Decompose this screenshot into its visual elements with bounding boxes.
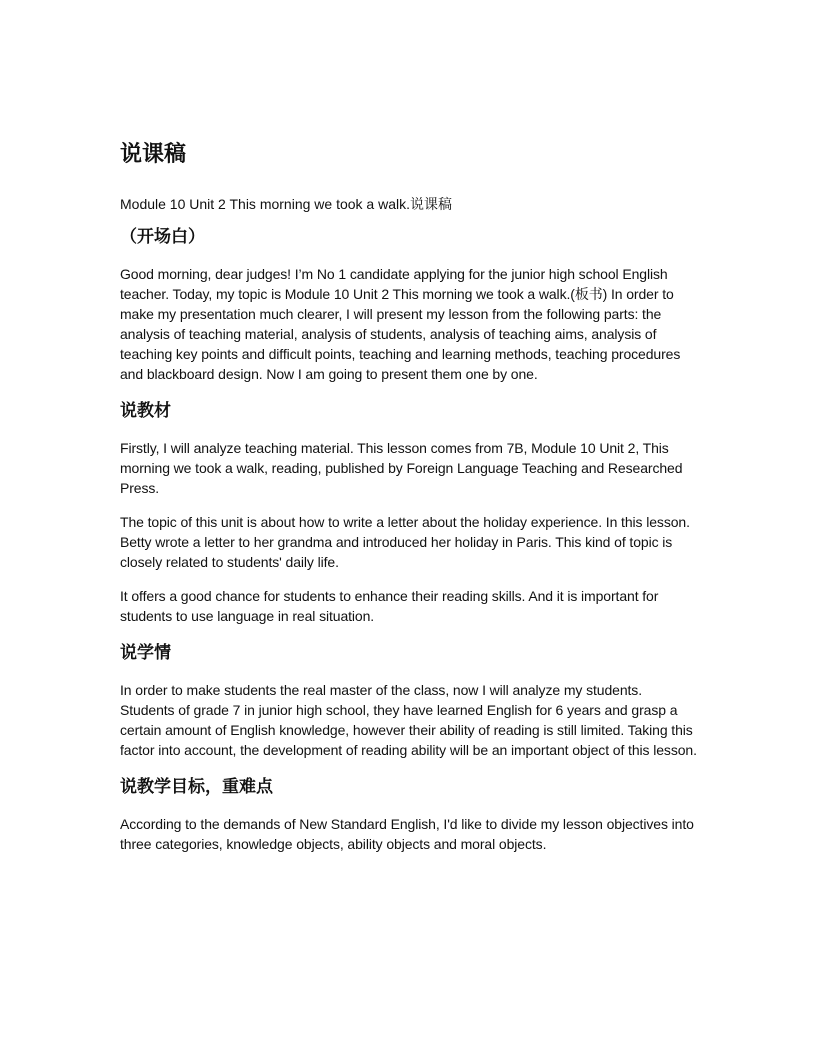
- paragraph: In order to make students the real master of the class, now I will analyze my students. Students of grade 7 in junior high school, they have learned English for 6 years and grasp a certain amount of English knowledge, however their ability of reading is still limited. Taking this factor into account, the development of reading ability will be an important object of this lesson.: [120, 682, 697, 758]
- section-heading: （开场白）: [120, 227, 205, 247]
- section-teaching-material: [120, 398, 700, 626]
- section-heading: 说教学目标，重难点: [120, 777, 273, 797]
- paragraph: Firstly, I will analyze teaching material. This lesson comes from 7B, Module 10 Unit 2, This morning we took a walk, reading, published by Foreign Language Teaching and Researched Press.: [120, 440, 683, 496]
- section-heading: 说学情: [120, 643, 171, 663]
- paragraph: Good morning, dear judges! I’m No 1 candidate applying for the junior high school English teacher. Today, my topic is Module 10 Unit 2 This morning we took a walk.(板书) In order to make my presentation much clearer, I will present my lesson from the following parts: the analysis of teaching material, analysis of students, analysis of teaching aims, analysis of teaching key points and difficult points, teaching and learning methods, teaching procedures and blackboard design. Now I am going to present them one by one.: [120, 266, 681, 382]
- document-subtitle: Module 10 Unit 2 This morning we took a walk.说课稿: [120, 196, 452, 212]
- section-students: [120, 640, 700, 760]
- paragraph: The topic of this unit is about how to write a letter about the holiday experience. In this lesson. Betty wrote a letter to her grandma and introduced her holiday in Paris. This kind of topic is closely related to students' daily life.: [120, 514, 690, 570]
- document-title: 说课稿: [120, 142, 187, 167]
- section-opening: [120, 224, 700, 384]
- document-page: [120, 138, 700, 868]
- section-aims: [120, 774, 700, 854]
- paragraph: According to the demands of New Standard English, I'd like to divide my lesson objectives into three categories, knowledge objects, ability objects and moral objects.: [120, 816, 694, 852]
- section-heading: 说教材: [120, 401, 171, 421]
- paragraph: It offers a good chance for students to enhance their reading skills. And it is important for students to use language in real situation.: [120, 588, 659, 624]
